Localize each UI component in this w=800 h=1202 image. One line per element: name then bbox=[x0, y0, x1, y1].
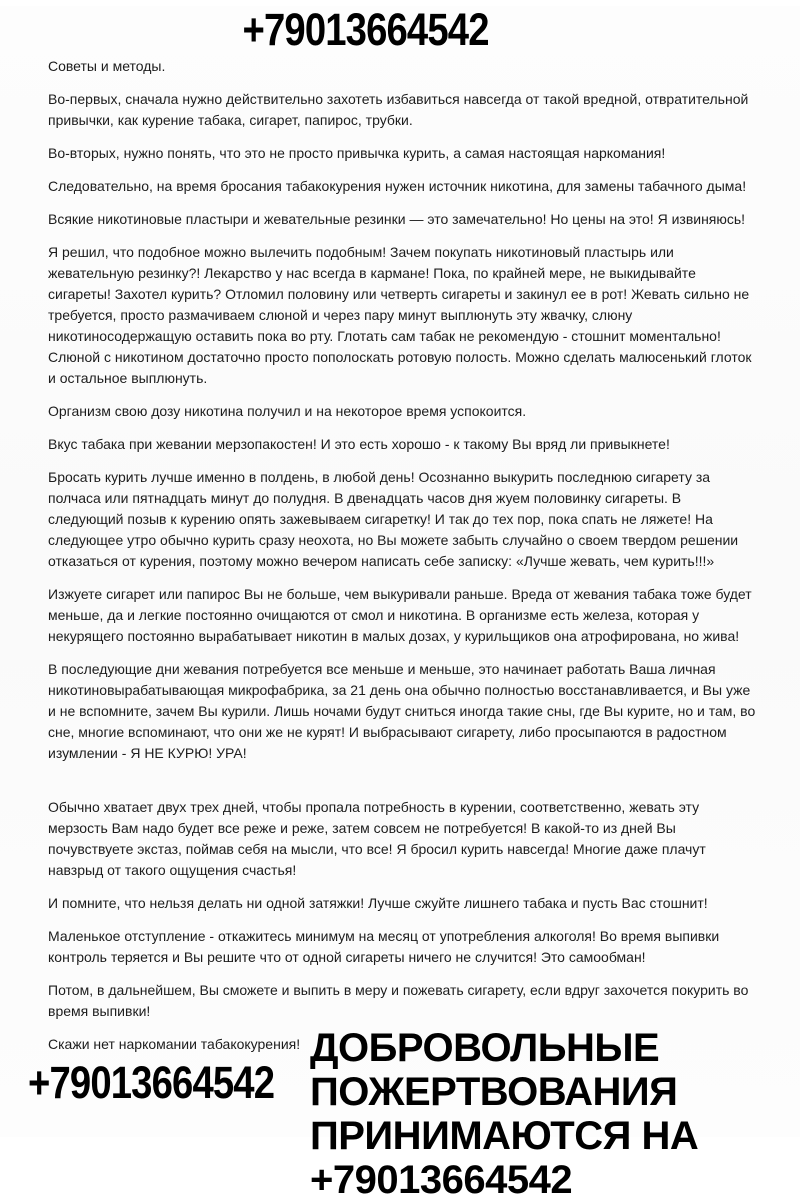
paragraph: Я решил, что подобное можно вылечить подобным! Зачем покупать никотиновый пластырь или жевательную резинку?! Лекарство у нас всегда в кармане! Пока, по крайней мере, не выкидывайте сигареты! Захотел курить? Отломил половину или четверть сигареты и закинул ее в рот! Жевать сильно не требуется, просто размачиваем слюной и через пару минут выплюнуть эту жвачку, слюну никотиносодержащую оставить пока во рту. Глотать сам табак не рекомендую - стошнит моментально! Слюной с никотином достаточно просто пополоскать ротовую полость. Можно сделать малюсенький глоток и остальное выплюнуть. bbox=[48, 244, 752, 386]
donation-line: ПОЖЕРТВОВАНИЯ bbox=[310, 1070, 678, 1114]
donation-line: ПРИНИМАЮТСЯ НА bbox=[310, 1114, 699, 1158]
document-body bbox=[0, 56, 800, 1202]
header-phone-number: +79013664542 bbox=[242, 4, 489, 55]
paragraph: Изжуете сигарет или папирос Вы не больше, чем выкуривали раньше. Вреда от жевания табака тоже будет меньше, да и легкие постоянно очищаются от смол и никотина. В организме есть железа, которая у некурящего постоянно вырабатывает никотин в малых дозах, у курильщиков она атрофирована, но жива! bbox=[48, 586, 752, 644]
donation-notice bbox=[310, 1026, 756, 1202]
document-page bbox=[0, 4, 800, 1202]
paragraph: В последующие дни жевания потребуется все меньше и меньше, это начинает работать Ваша личная никотиновырабатывающая микрофабрика, за 21 день она обычно полностью восстанавливается, и Вы уже и не вспомните, зачем Вы курили. Лишь ночами будут сниться иногда такие сны, где Вы курите, но и там, во сне, многие вспоминают, что они же не курят! И выбрасывают сигарету, либо просыпаются в радостном изумлении - Я НЕ КУРЮ! УРА! bbox=[48, 661, 756, 761]
paragraph: И помните, что нельзя делать ни одной затяжки! Лучше сжуйте лишнего табака и пусть Вас стошнит! bbox=[48, 895, 708, 911]
paragraph: Всякие никотиновые пластыри и жевательные резинки — это замечательно! Но цены на это! Я извиняюсь! bbox=[48, 211, 746, 227]
paragraph: Во-первых, сначала нужно действительно захотеть избавиться навсегда от такой вредной, отвратительной привычки, как курение табака, сигарет, папирос, трубки. bbox=[48, 91, 749, 128]
paragraph: Во-вторых, нужно понять, что это не просто привычка курить, а самая настоящая наркомания! bbox=[48, 145, 666, 161]
paragraph: Потом, в дальнейшем, Вы сможете и выпить в меру и пожевать сигарету, если вдруг захочется покурить во время выпивки! bbox=[48, 982, 749, 1019]
document-footer bbox=[28, 1026, 756, 1202]
footer-phone-number: +79013664542 bbox=[28, 1057, 275, 1108]
paragraph: Бросать курить лучше именно в полдень, в любой день! Осознанно выкурить последнюю сигарету за полчаса или пятнадцать минут до полудня. В двенадцать часов дня жуем половинку сигареты. В следующий позыв к курению опять зажевываем сигаретку! И так до тех пор, пока спать не ляжете! На следующее утро обычно курить сразу неохота, но Вы можете забыть случайно о своем твердом решении отказаться от курения, поэтому можно вечером написать себе записку: «Лучше жевать, чем курить!!!» bbox=[48, 469, 739, 569]
anti-smoking-slogan: Скажи нет наркомании табакокурения! bbox=[48, 1036, 301, 1052]
donation-phone-number: +79013664542 bbox=[310, 1158, 573, 1202]
paragraph: Маленькое отступление - откажитесь минимум на месяц от употребления алкоголя! Во время выпивки контроль теряется и Вы решите что от одной сигареты ничего не случится! Это самообман! bbox=[48, 928, 720, 965]
paragraph: Вкус табака при жевании мерзопакостен! И это есть хорошо - к такому Вы вряд ли привыкнете! bbox=[48, 436, 670, 452]
paragraph: Следовательно, на время бросания табакокурения нужен источник никотина, для замены табачного дыма! bbox=[48, 178, 747, 194]
paragraph: Обычно хватает двух трех дней, чтобы пропала потребность в курении, соответственно, жевать эту мерзость Вам надо будет все реже и реже, затем совсем не потребуется! В какой-то из дней Вы почувствуете экстаз, поймав себя на мысли, что все! Я бросил курить навсегда! Многие даже плачут навзрыд от такого ощущения счастья! bbox=[48, 799, 706, 878]
footer-left-column bbox=[28, 1034, 310, 1108]
document-title: Советы и методы. bbox=[48, 58, 166, 74]
paragraph: Организм свою дозу никотина получил и на некоторое время успокоится. bbox=[48, 403, 527, 419]
donation-line: ДОБРОВОЛЬНЫЕ bbox=[310, 1026, 660, 1070]
